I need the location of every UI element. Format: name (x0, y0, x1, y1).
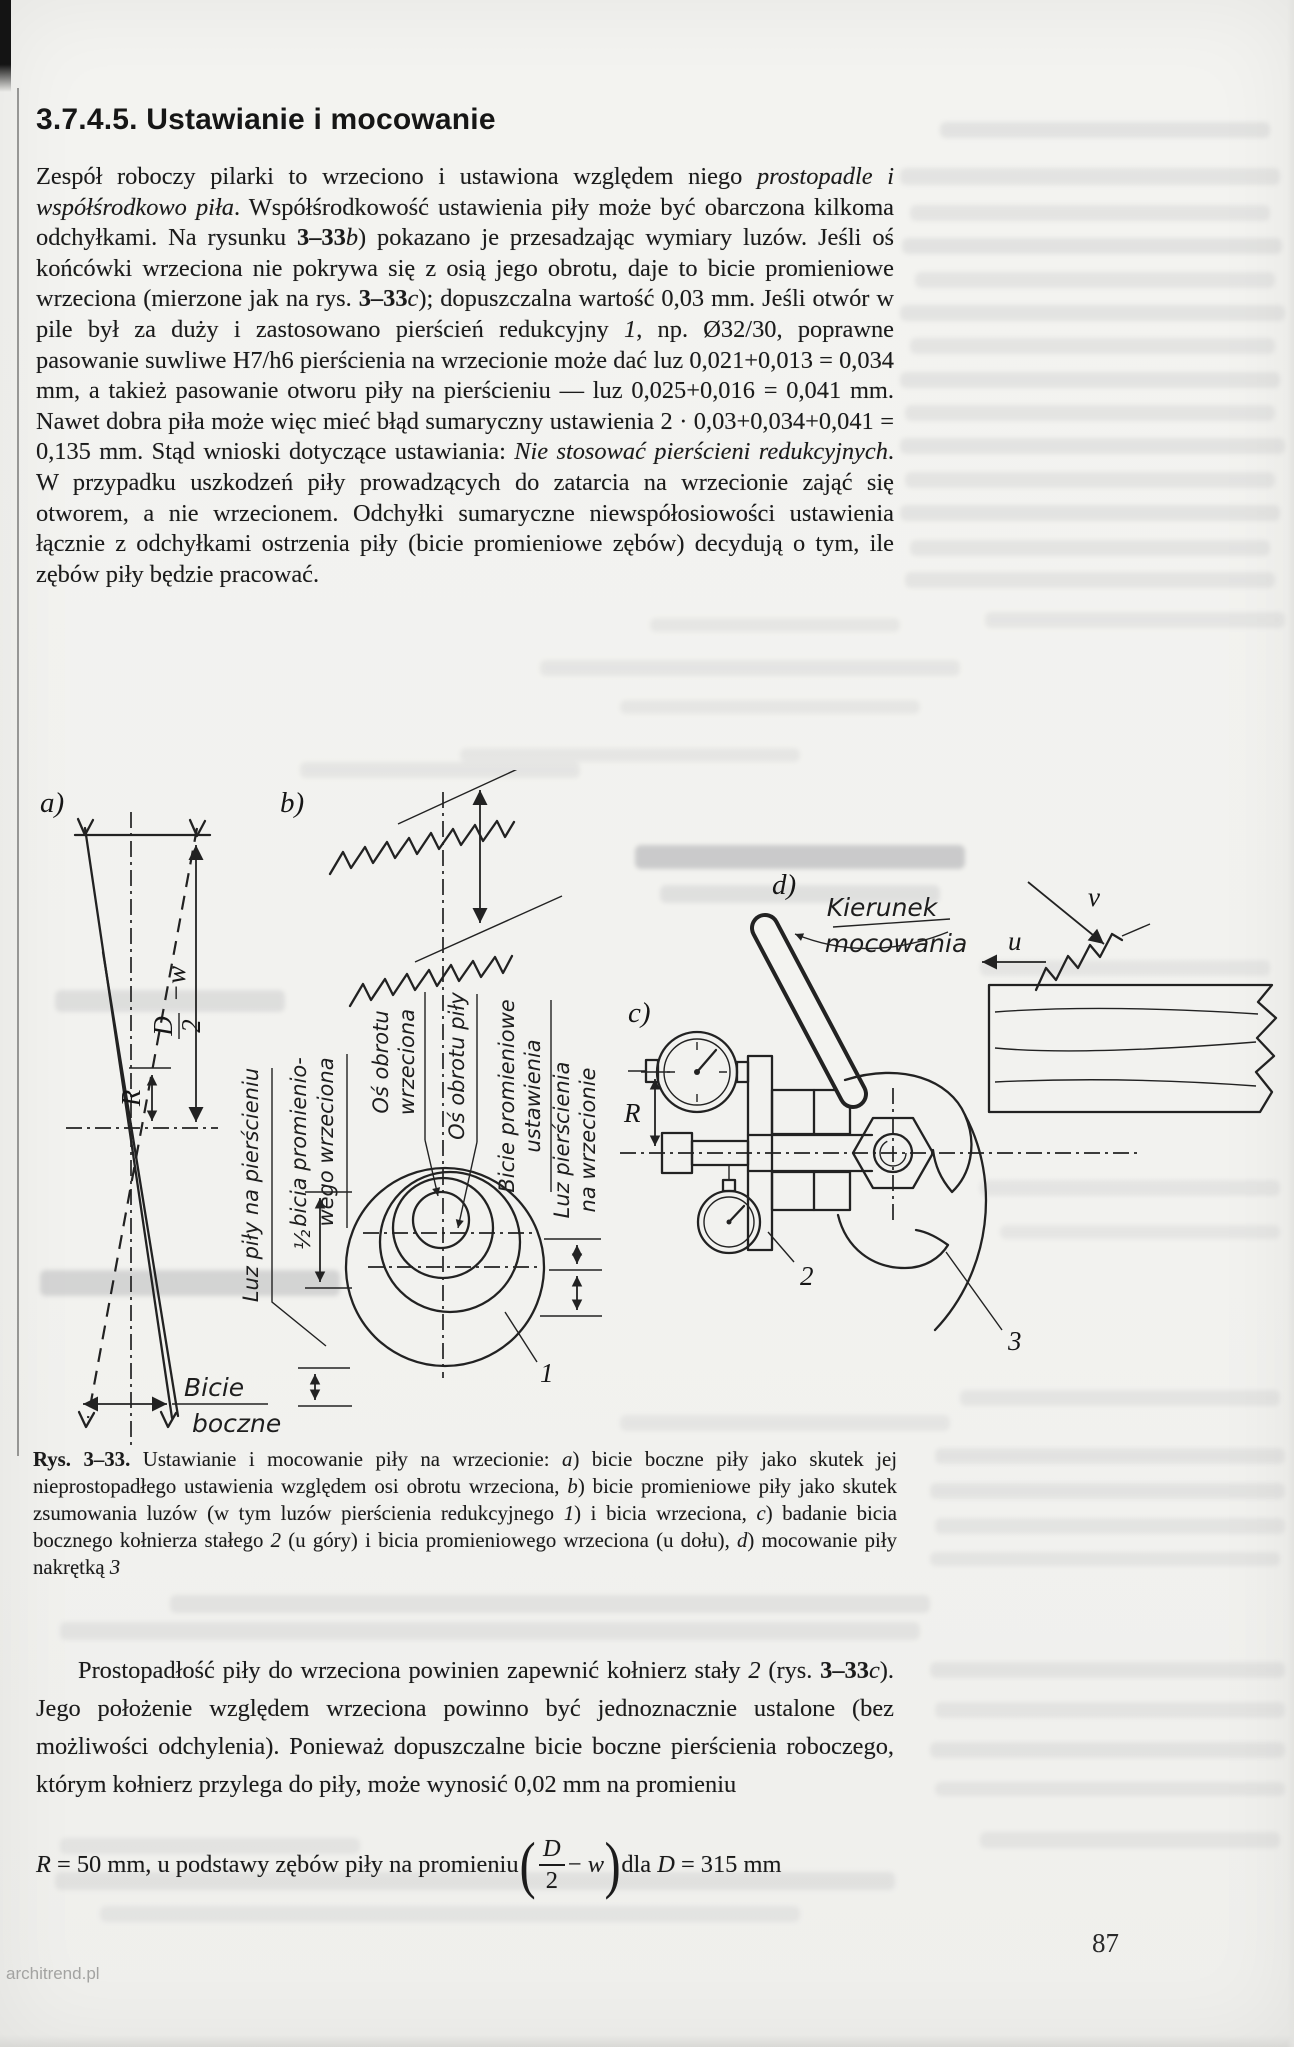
formula-denominator: 2 (545, 1867, 558, 1894)
scan-bottom-shadow (0, 2035, 1294, 2047)
label-u-feed: u (1008, 926, 1022, 956)
formula-open-paren: ( (519, 1829, 536, 1901)
bleedthrough-smudge (900, 505, 1280, 521)
bleedthrough-smudge (900, 372, 1280, 388)
svg-text:2: 2 (176, 1019, 206, 1033)
label-os-obrotu-pily: Oś obrotu piły (445, 992, 469, 1140)
bleedthrough-smudge (900, 305, 1285, 321)
bleedthrough-smudge (900, 168, 1280, 185)
label-mocowania: mocowania (824, 929, 968, 958)
bleedthrough-smudge (900, 438, 1285, 454)
bleedthrough-smudge (935, 1782, 1285, 1796)
label-na-wrzecionie: na wrzecionie (576, 1067, 600, 1213)
dim-label-R: R (116, 1089, 146, 1107)
sub-label-b: b) (280, 787, 305, 819)
label-ustawienia: ustawienia (521, 1039, 545, 1153)
dial-gauge-lower (698, 1165, 760, 1253)
page-number: 87 (1092, 1928, 1119, 1958)
formula-close-paren: ) (604, 1829, 621, 1901)
formula-pre: R = 50 mm, u podstawy zębów piły na promieniu (36, 1851, 519, 1878)
bleedthrough-smudge (985, 612, 1285, 628)
body-paragraph-2: Prostopadłość piły do wrzeciona powinien zapewnić kołnierz stały 2 (rys. 3–33c). Jego położenie względem wrzeciona powinno być jednoznacznie ustalone (bez możliwości odchylenia). Ponieważ dopuszczalne bicie boczne pierścienia roboczego, którym kołnierz przylega do piły, może wynosić 0,02 mm na promieniu (36, 1657, 894, 1798)
label-wrzeciona: wrzeciona (395, 1008, 419, 1116)
svg-text:D: D (148, 1016, 178, 1036)
label-half-fraction: ½ (291, 1229, 315, 1250)
bleedthrough-smudge (100, 1906, 800, 1922)
bleedthrough-smudge (930, 1483, 1285, 1499)
formula-minus-w: − w (567, 1851, 604, 1878)
label-boczne: boczne (192, 1409, 282, 1438)
scan-right-shadow (1287, 0, 1294, 2047)
bleedthrough-smudge (940, 122, 1270, 138)
bleedthrough-smudge (930, 1552, 1280, 1566)
bleedthrough-smudge (905, 572, 1275, 588)
svg-text:−w: −w (161, 965, 191, 1003)
sub-label-d: d) (772, 869, 797, 901)
bleedthrough-smudge (650, 618, 900, 632)
bleedthrough-smudge (915, 272, 1275, 288)
label-kierunek: Kierunek (826, 893, 938, 922)
body-paragraph-1: Zespół roboczy pilarki to wrzeciono i ustawiona względem niego prostopadle i współśrodkowo piła. Współśrodkowość ustawienia piły może być obarczona kilkoma odchyłkami. Na rysunku 3–33b) pokazano je przesadzając wymiary luzów. Jeśli oś końcówki wrzeciona nie pokrywa się z osią jego obrotu, daje to bicie promieniowe wrzeciona (mierzone jak na rys. 3–33c); dopuszczalna wartość 0,03 mm. Jeśli otwór w pile był za duży i zastosowano pierścień redukcyjny 1, np. Ø32/30, poprawne pasowanie suwliwe H7/h6 pierścienia na wrzecionie może dać luz 0,021+0,013 = 0,034 mm, a takież pasowanie otworu piły na pierścieniu — luz 0,025+0,016 = 0,041 mm. Nawet dobra piła może więc mieć błąd sumaryczny ustawienia 2 · 0,03+0,034+0,041 = 0,135 mm. Stąd wnioski dotyczące ustawiania: Nie stosować pierścieni redukcyjnych. W przypadku uszkodzeń piły prowadzących do zatarcia na wrzecionie zająć się otworem, a nie wrzecionem. Odchyłki sumaryczne niewspółosiowości ustawienia łącznie z odchyłkami ostrzenia piły (bicie promieniowe zębów) decydują o tym, ile zębów piły będzie pracować. (36, 163, 895, 588)
formula-line (36, 1822, 956, 1908)
scan-edge-line (17, 88, 19, 1456)
label-wego-wrzeciona: wego wrzeciona (314, 1057, 338, 1227)
label-bicie-promieniowe: Bicie promieniowe (495, 999, 519, 1193)
formula-numerator: D (543, 1835, 561, 1863)
callout-3-nut: 3 (1008, 1326, 1022, 1356)
diagram-b-radial-runout (239, 770, 602, 1406)
formula-fraction (539, 1836, 565, 1893)
sub-label-a: a) (40, 787, 65, 819)
bleedthrough-smudge (910, 540, 1270, 556)
hex-nut (853, 1088, 933, 1222)
bleedthrough-smudge (902, 238, 1282, 254)
figure-rys-3-33 (0, 770, 1294, 1450)
bleedthrough-smudge (60, 1622, 920, 1640)
bleedthrough-smudge (930, 1742, 1285, 1758)
label-luz-pierscienia: Luz pierścienia (550, 1061, 574, 1219)
section-heading: 3.7.4.5. Ustawianie i mocowanie (36, 103, 496, 136)
diagram-d-mounting (765, 869, 1276, 1356)
bleedthrough-smudge (935, 1448, 1285, 1464)
label-bicia-promieniowego: bicia promienio- (287, 1057, 311, 1227)
dim-label-R-c: R (624, 1098, 641, 1128)
watermark: architrend.pl (6, 1964, 100, 1983)
bleedthrough-smudge (905, 472, 1275, 488)
bleedthrough-smudge (980, 1832, 1280, 1848)
bleedthrough-smudge (910, 338, 1275, 354)
callout-2-fixed-flange: 2 (800, 1261, 814, 1291)
workpiece-board (989, 985, 1276, 1112)
label-bicie: Bicie (184, 1373, 245, 1402)
formula-post: dla D = 315 mm (621, 1851, 782, 1878)
callout-1-reduction-ring: 1 (540, 1358, 554, 1388)
scan-edge-artifact (0, 0, 11, 92)
bleedthrough-smudge (910, 205, 1270, 221)
bleedthrough-smudge (930, 1662, 1285, 1678)
bleedthrough-smudge (540, 660, 960, 676)
sub-label-c: c) (628, 997, 651, 1029)
label-os-obrotu: Oś obrotu (369, 1010, 393, 1114)
label-v-speed: v (1088, 882, 1100, 912)
dim-label-D2-w (148, 966, 206, 1039)
bleedthrough-smudge (170, 1595, 930, 1613)
label-luz-pily-na-pierscieniu: Luz piły na pierścieniu (239, 1067, 263, 1303)
bleedthrough-smudge (935, 1518, 1285, 1534)
bleedthrough-smudge (905, 405, 1275, 421)
figure-caption: Rys. 3–33. Ustawianie i mocowanie piły na wrzecionie: a) bicie boczne piły jako skutek jej nieprostopadłego ustawienia względem osi obrotu wrzeciona, b) bicie promieniowe piły jako skutek zsumowania luzów (w tym luzów pierścienia redukcyjnego 1) i bicia wrzeciona, c) badanie bicia bocznego kołnierza stałego 2 (u góry) i bicia promieniowego wrzeciona (u dołu), d) mocowanie piły nakrętką 3 (33, 1448, 898, 1579)
formula-fraction-bar (539, 1864, 565, 1866)
bleedthrough-smudge (935, 1702, 1285, 1718)
bleedthrough-smudge (460, 748, 800, 762)
bleedthrough-smudge (620, 700, 920, 714)
diagram-c-dial-gauge-check (620, 997, 1140, 1291)
